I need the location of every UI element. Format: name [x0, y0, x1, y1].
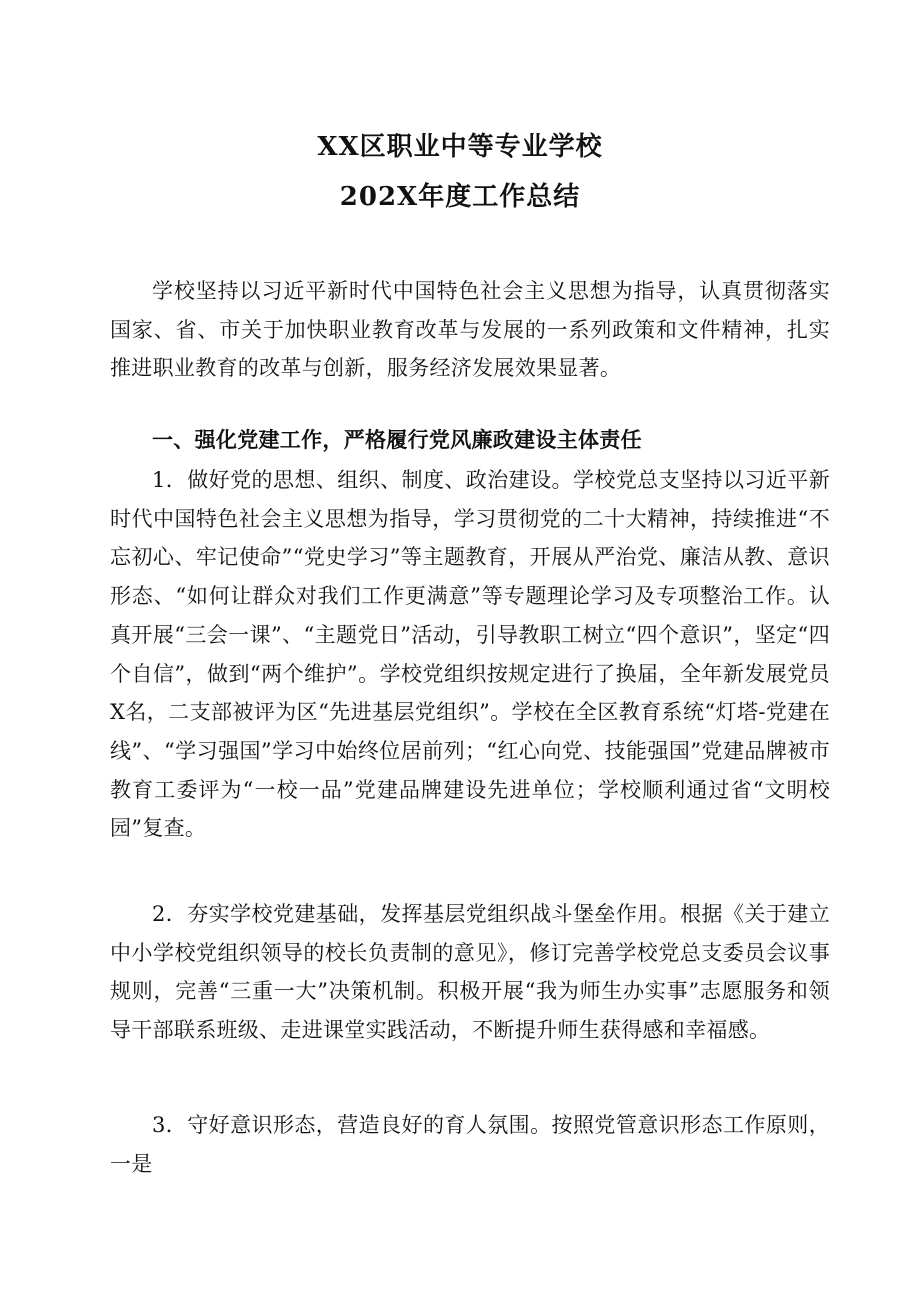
- paragraph-item-3: 3．守好意识形态，营造良好的育人氛围。按照党管意识形态工作原则，一是: [110, 1113, 830, 1176]
- paragraph-item-1: 1．做好党的思想、组织、制度、政治建设。学校党总支坚持以习近平新时代中国特色社会主义思想为指导，学习贯彻党的二十大精神，持续推进“不忘初心、牢记使命”“党史学习”等主题教育，开展从严治党、廉洁从教、意识形态、“如何让群众对我们工作更满意”等专题理论学习及专项整治工作。认真开展“三会一课”、“主题党日”活动，引导教职工树立“四个意识”，坚定“四个自信”，做到“两个维护”。学校党组织按规定进行了换届，全年新发展党员X名，二支部被评为区“先进基层党组织”。学校在全区教育系统“灯塔-党建在线”、“学习强国”学习中始终位居前列；“红心向党、技能强国”党建品牌被市教育工委评为“一校一品”党建品牌建设先进单位；学校顺利通过省“文明校园”复查。: [110, 468, 830, 841]
- section-heading-1: 一、强化党建工作，严格履行党风廉政建设主体责任: [152, 427, 642, 452]
- paragraph-item-2: 2．夯实学校党建基础，发挥基层党组织战斗堡垒作用。根据《关于建立中小学校党组织领导的校长负责制的意见》，修订完善学校党总支委员会议事规则，完善“三重一大”决策机制。积极开展“我为师生办实事”志愿服务和领导干部联系班级、走进课堂实践活动，不断提升师生获得感和幸福感。: [110, 902, 830, 1043]
- document-title-line1: XX区职业中等专业学校: [317, 132, 603, 162]
- document-title-line2: 202X年度工作总结: [339, 182, 581, 212]
- intro-paragraph: 学校坚持以习近平新时代中国特色社会主义思想为指导，认真贯彻落实国家、省、市关于加快职业教育改革与发展的一系列政策和文件精神，扎实推进职业教育的改革与创新，服务经济发展效果显著。: [110, 279, 830, 381]
